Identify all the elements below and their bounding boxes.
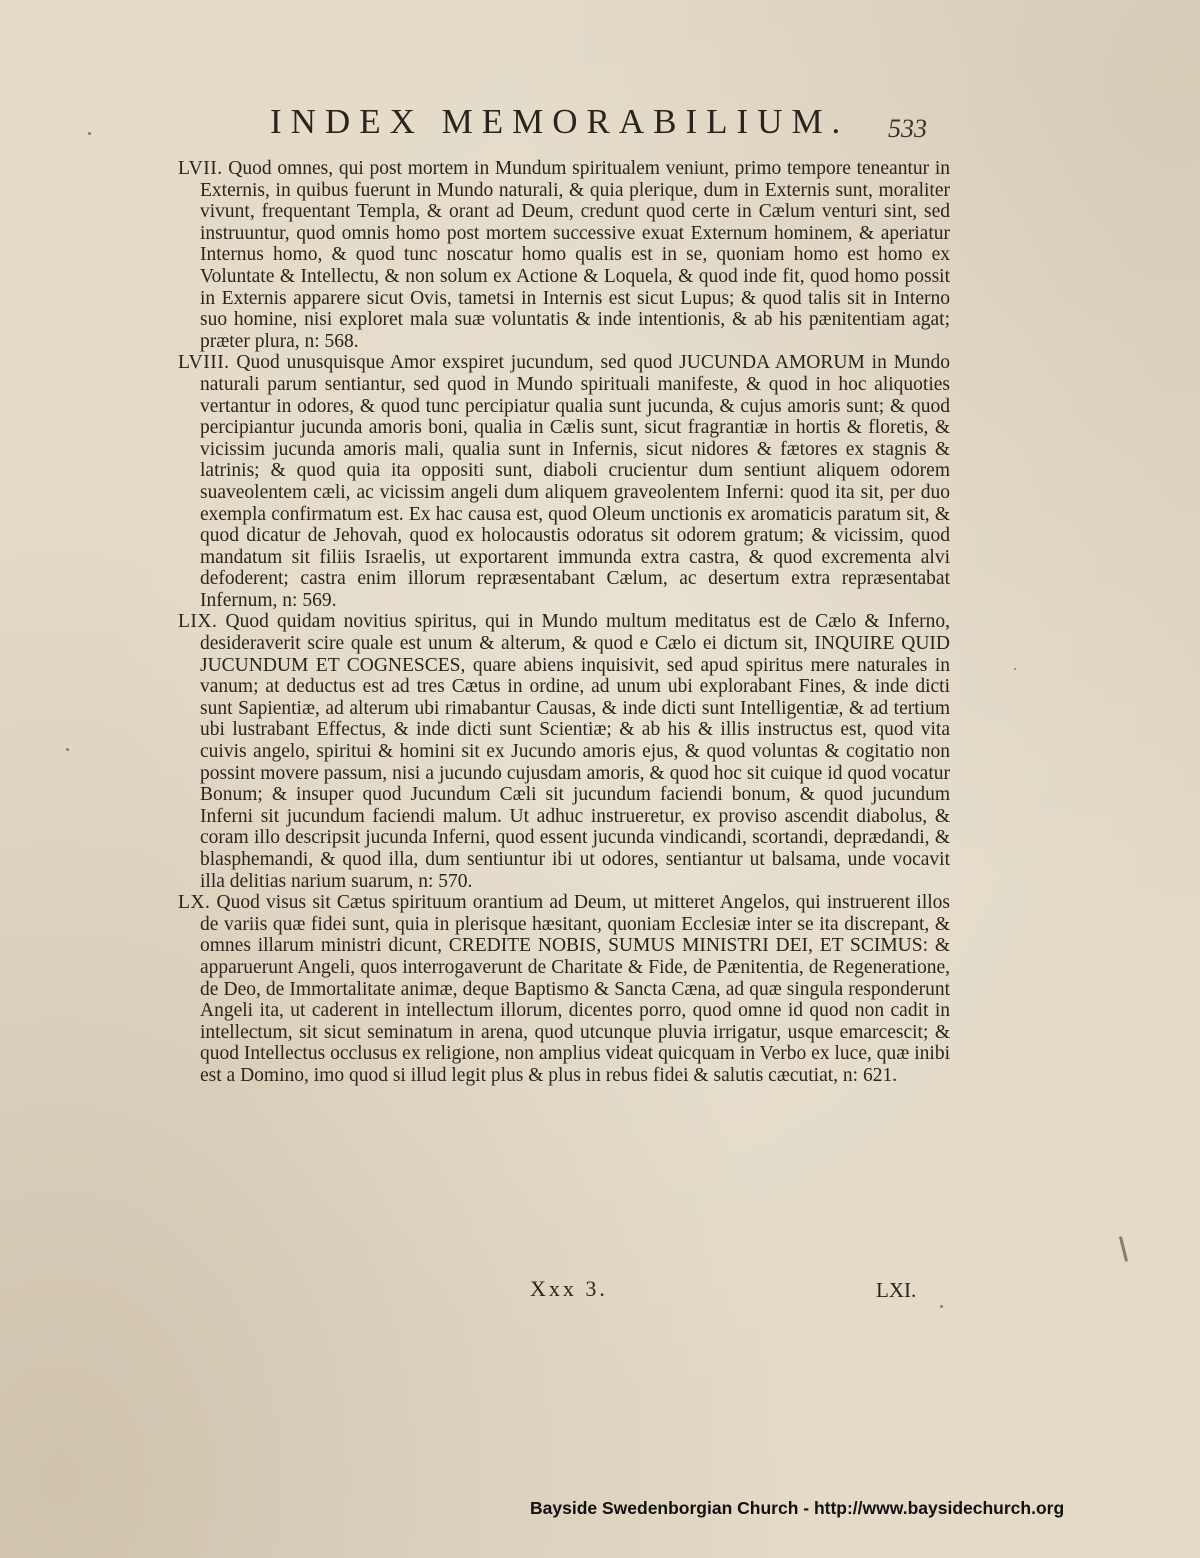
signature-mark: Xxx 3. xyxy=(530,1276,608,1301)
entry-text: Quod unusquisque Amor exspiret jucundum, sed quod JUCUNDA AMORUM in Mundo naturali parum sentiantur, sed quod in Mundo spirituali manifeste, & quod in hoc aliquoties vertantur in odores, & quod tunc percipiatur qualia sunt jucunda, & cujus amoris sunt; & quod percipiantur jucunda amoris boni, qualia in Cælis sunt, sicut fragrantiæ in hortis & floretis, & vicissim jucunda amoris mali, qualia sunt in Infernis, sicut nidores & fætores ex stagnis & latrinis; & quod quia ita oppositi sunt, diaboli crucientur dum sentiunt aliquem odorem suaveolentem cæli, ac vicissim angeli dum aliquem graveolentem Inferni: quod ita sit, per duo exempla confirmatum est. Ex hac causa est, quod Oleum unctionis ex aromaticis paratum sit, & quod dicatur de Jehovah, quod ex holocaustis odoratus sit odorem gratum; & vicissim, quod mandatum sit filiis Israelis, ut exportarent immunda extra castra, & quod excrementa alvi defoderent; castra enim illorum repræsentabant Cælum, ac desertum extra repræsentabat Infernum, n: 569. xyxy=(200,352,951,611)
entry-number: LX. xyxy=(178,892,211,914)
entry-text: Quod visus sit Cætus spirituum orantium ad Deum, ut mitteret Angelos, qui instruerent illos de variis quæ fidei sunt, quia in plerisque hæsitant, quoniam Ecclesiæ inter se ita discrepant, & omnes illarum ministri dicunt, CREDITE NOBIS, SUMUS MINISTRI DEI, ET SCIMUS: & apparuerunt Angeli, quos interrogaverunt de Charitate & Fide, de Pænitentia, de Regeneratione, de Deo, de Immortalitate animæ, deque Baptismo & Sancta Cæna, ad quæ singula responderunt Angeli ita, ut caderent in intellectum illorum, dicentes porro, quod omne id quod non cadit in intellectum, sit sicut seminatum in arena, quod utcunque pluvia irrigatur, usque emarcescit; & quod Intellectus occlusus ex religione, non amplius videat quicquam in Verbo ex luce, quæ inibi est a Domino, imo quod si illud legit plus & plus in rebus fidei & salutis cæcutiat, n: 621. xyxy=(200,892,950,1086)
catchword: LXI. xyxy=(876,1278,917,1302)
index-entry xyxy=(178,352,950,611)
entry-number: LVII. xyxy=(178,158,223,179)
index-entry xyxy=(178,611,950,892)
running-head: INDEX MEMORABILIUM. xyxy=(270,102,850,141)
index-entry xyxy=(178,158,950,352)
entry-number: LVIII. xyxy=(178,352,230,374)
entry-text: Quod omnes, qui post mortem in Mundum spiritualem veniunt, primo tempore teneantur in Externis, in quibus fuerunt in Mundo naturali, & quia plerique, dum in Externis sunt, moraliter vivunt, frequentant Templa, & orant ad Deum, credunt quod certe in Cælum venturi sint, sed instruuntur, quod omnis homo post mortem successive exuat Externum hominem, & aperiatur Internus homo, & quod tunc noscatur homo qualis est in se, quoniam homo est homo ex Voluntate & Intellectu, & non solum ex Actione & Loquela, & quod inde fit, quod homo possit in Externis apparere sicut Ovis, tametsi in Internis est sicut Lupus; & quod talis sit in Interno suo homine, nisi exploret mala suæ voluntatis & inde intentionis, & ab his pænitentiam agat; præter plura, n: 568. xyxy=(200,158,950,352)
footer-credit: Bayside Swedenborgian Church - http://www.baysidechurch.org xyxy=(530,1498,1065,1518)
entry-text: Quod quidam novitius spiritus, qui in Mundo multum meditatus est de Cælo & Inferno, desideraverit scire quale est unum & alterum, & quod e Cælo ei dictum sit, INQUIRE QUID JUCUNDUM ET COGNESCES, quare abiens inquisivit, sed apud spiritus mere naturales in vanum; at deductus est ad tres Cætus in ordine, ad unum ubi explorabant Fines, & inde dicti sunt Sapientiæ, ad alterum ubi rimabantur Causas, & inde dicti sunt Intelligentiæ, & ad tertium ubi lustrabant Effectus, & inde dicti sunt Scientiæ; & ab his & illis instructus est, quod vita cuivis angelo, spiritui & homini sit ex Jucundo amoris ejus, & quod voluntas & cogitatio non possint movere passum, nisi a jucundo cujusdam amoris, & quod hoc sit cuique id quod vocatur Bonum; & insuper quod Jucundum Cæli sit jucundum faciendi bonum, & quod jucundum Inferni sit jucundum faciendi malum. Ut adhuc instrueretur, ex proviso ascendit diabolus, & coram illo descripsit jucunda Inferni, quod essent jucunda vindicandi, scortandi, deprædandi, & blasphemandi, & quod illa, dum sentiuntur ibi ut odores, sentiantur ut balsama, unde vocavit illa delitias narium suarum, n: 570. xyxy=(200,611,951,892)
index-entries xyxy=(178,158,950,1087)
page-number: 533 xyxy=(888,114,927,143)
index-entry xyxy=(178,892,950,1086)
page-header xyxy=(270,98,970,148)
entry-number: LIX. xyxy=(178,611,218,633)
